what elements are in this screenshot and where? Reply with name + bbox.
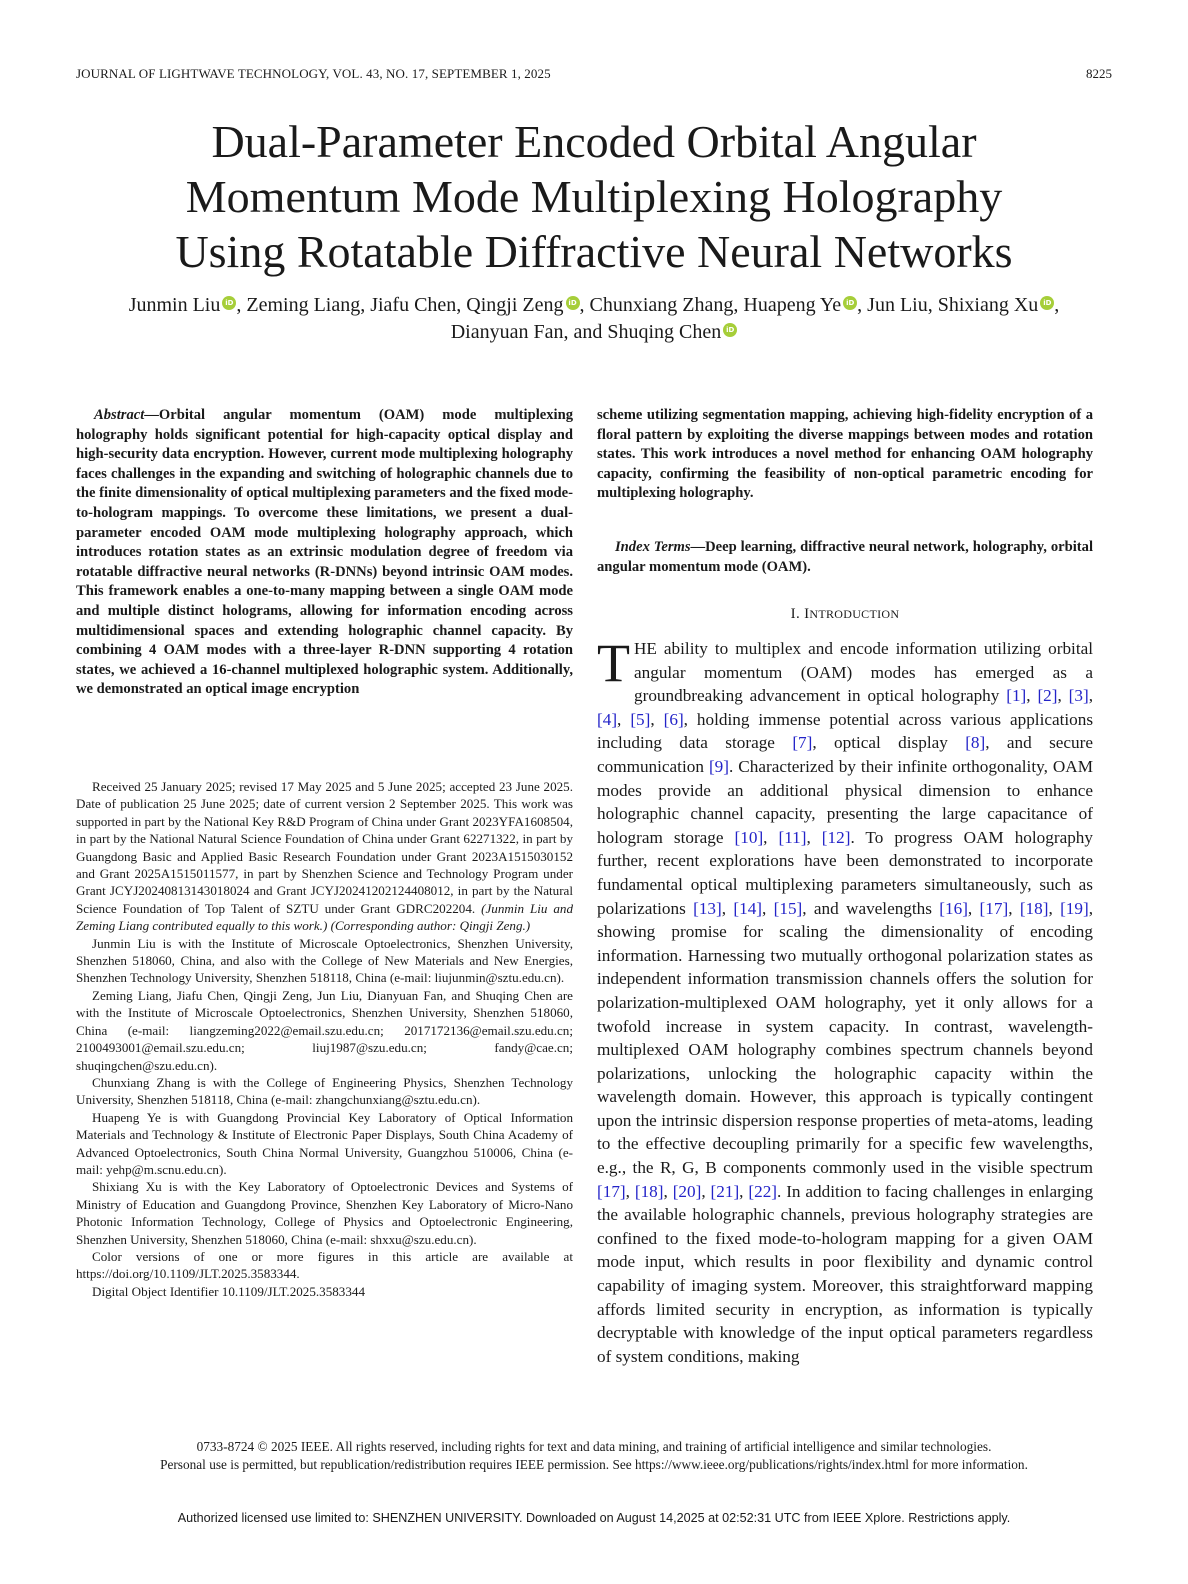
citation-link[interactable]: [4] — [597, 709, 618, 729]
footnote-affiliation: Zeming Liang, Jiafu Chen, Qingji Zeng, Jun Liu, Dianyuan Fan, and Shuqing Chen are with the Institute of Microscale Optoelectronics, Shenzhen University, Shenzhen 518060, China (e-mail: liangzeming2022@email.szu.edu.cn; 2017172136@email.szu.edu.cn; 2100493001@email.szu.edu.cn; liuj1987@szu.edu.cn; fandy@cae.cn; shuqingchen@szu.edu.cn). — [76, 987, 573, 1073]
sep: , — [1088, 686, 1094, 706]
sep: , — [1008, 898, 1020, 918]
citation-link[interactable]: [21] — [710, 1181, 740, 1201]
citation-link[interactable]: [7] — [792, 733, 813, 753]
introduction-body — [597, 633, 1094, 1368]
sep: , — [762, 898, 774, 918]
title-line: Using Rotatable Diffractive Neural Networks — [175, 226, 1013, 277]
copyright-line: Personal use is permitted, but republication/redistribution requires IEEE permission. See https://www.ieee.org/publications/rights/index.html for more information. — [160, 1457, 1028, 1472]
title-line: Dual-Parameter Encoded Orbital Angular — [211, 116, 977, 167]
body-text: . To progress OAM holography further, recent explorations have been demonstrated to incorporate fundamental optical multiplexing parameters simultaneously, such as polarizations — [597, 827, 1093, 918]
orcid-icon[interactable]: iD — [222, 296, 236, 310]
title-line: Momentum Mode Multiplexing Holography — [185, 171, 1003, 222]
citation-link[interactable]: [17] — [597, 1181, 626, 1201]
author-name: , Zeming Liang, Jiafu Chen, Qingji Zeng — [236, 294, 564, 316]
citation-link[interactable]: [8] — [965, 733, 986, 753]
sep: , — [650, 709, 664, 729]
citation-link[interactable]: [17] — [979, 898, 1009, 918]
body-text: , showing promise for scaling the dimensionality of encoding information. Harnessing two mutually orthogonal polarization states as independent information transmission channels offers the solution for polarization-multiplexed OAM holography, yet it only allows for a twofold increase in system capacity. In contrast, wavelength-multiplexed OAM holography combines spectrum channels beyond polarizations, unlocking the holographic capacity within the wavelength domain. However, this approach is typically contingent upon the intrinsic dispersion response properties of meta-atoms, leading to the effective decoupling primarily for a specific few wavelengths, e.g., the R, G, B components commonly used in the visible spectrum — [597, 898, 1094, 1178]
section-heading — [597, 606, 1093, 623]
orcid-icon[interactable]: iD — [566, 296, 580, 310]
citation-link[interactable]: [22] — [748, 1181, 778, 1201]
orcid-icon[interactable]: iD — [843, 296, 857, 310]
sep: , — [721, 898, 734, 918]
citation-link[interactable]: [11] — [778, 827, 807, 847]
footnote-affiliation: Chunxiang Zhang is with the College of Engineering Physics, Shenzhen Technology University, Shenzhen 518118, China (e-mail: zhangchunxiang@sztu.edu.cn). — [76, 1074, 573, 1108]
orcid-icon[interactable]: iD — [1040, 296, 1054, 310]
index-terms-text: —Deep learning, diffractive neural network, holography, orbital angular momentum mode (OAM). — [597, 539, 1094, 575]
sep: , — [763, 827, 779, 847]
section-number: I. — [790, 606, 805, 622]
body-text: , holding immense potential across various applications including data storage — [597, 709, 1094, 753]
footnote-affiliation: Huapeng Ye is with Guangdong Provincial Key Laboratory of Optical Information Materials and Technology & Institute of Electronic Paper Displays, South China Academy of Advanced Optoelectronics, South China Normal University, Guangzhou 510006, China (e-mail: yehp@m.scnu.edu.cn). — [76, 1109, 573, 1177]
footnote-doi: Digital Object Identifier 10.1109/JLT.2025.3583344 — [92, 1283, 365, 1299]
author-name: , Chunxiang Zhang, Huapeng Ye — [579, 294, 842, 316]
index-terms — [597, 538, 1093, 577]
paper-title — [60, 114, 1128, 279]
abstract-text: —Orbital angular momentum (OAM) mode multiplexing holography holds significant potential for high-capacity optical display and high-security data encryption. However, current mode multiplexing holography faces challenges in the expanding and switching of holographic channels due to the finite dimensionality of optical multiplexing parameters and the fixed mode-to-hologram mappings. To overcome these limitations, we present a dual-parameter encoded OAM mode multiplexing holography approach, which introduces rotation states as an extrinsic modulation degree of freedom via rotatable diffractive neural networks (R-DNNs) beyond intrinsic OAM modes. This framework enables a one-to-many mapping between a single OAM mode and multiple distinct holograms, allowing for information encoding across multidimensional spaces and extending holographic channel capacity. By combining 4 OAM modes with a three-layer R-DNN supporting 4 rotation states, we achieved a 16-channel multiplexed holographic system. Additionally, we demonstrated an optical image encryption — [76, 407, 573, 698]
sep: , — [625, 1181, 635, 1201]
citation-link[interactable]: [20] — [672, 1181, 702, 1201]
footnote-color: Color versions of one or more figures in this article are available at https://doi.org/10.1109/JLT.2025.3583344. — [76, 1248, 573, 1282]
sep: , — [806, 827, 822, 847]
citation-link[interactable]: [6] — [663, 709, 684, 729]
sep: , — [617, 709, 631, 729]
sep: , — [663, 1181, 673, 1201]
citation-link[interactable]: [13] — [693, 898, 722, 918]
author-name: Dianyuan Fan, and Shuqing Chen — [450, 321, 722, 343]
body-text: . In addition to facing challenges in enlarging the available holographic channels, previous holography strategies are confined to the fixed mode-to-hologram mapping for a given OAM mode input, which results in poor flexibility and dynamic control capability of imaging system. Moreover, this straightforward mapping affords limited security in encryption, as information is typically decryptable with knowledge of the input optical parameters regardless of system conditions, making — [597, 1181, 1094, 1366]
sep: , — [739, 1181, 749, 1201]
abstract-label: Abstract — [94, 407, 145, 423]
sep: , — [1048, 898, 1061, 918]
sep: , — [967, 898, 980, 918]
received-text: Received 25 January 2025; revised 17 May 2025 and 5 June 2025; accepted 23 June 2025. Date of publication 25 June 2025; date of current version 2 September 2025. This work was supported in part by the National Key R&D Program of China under Grant 2023YFA1608504, in part by the National Natural Science Foundation of China under Grant 62271322, in part by Guangdong Basic and Applied Basic Research Foundation under Grant 2023A1515030152 and Grant 2025A1515011577, in part by Shenzhen Science and Technology Program under Grant JCYJ20240813143018024 and Grant JCYJ20241202124408012, in part by the Natural Science Foundation of Top Talent of SZTU under Grant GDRC202204. — [76, 779, 573, 916]
body-text: . Characterized by their infinite orthogonality, OAM modes provide an additional physical dimension to enhance holographic channel capacity, presenting the large capacitance of hologram storage — [597, 756, 1093, 847]
citation-link[interactable]: [9] — [708, 756, 729, 776]
author-separator: , — [1054, 294, 1060, 316]
author-name: , Jun Liu, Shixiang Xu — [857, 294, 1039, 316]
citation-link[interactable]: [12] — [821, 827, 851, 847]
footnote-affiliation: Junmin Liu is with the Institute of Microscale Optoelectronics, Shenzhen University, Shenzhen 518060, China, and also with the College of New Materials and New Energies, Shenzhen Technology University, Shenzhen 518118, China (e-mail: liujunmin@sztu.edu.cn). — [76, 935, 573, 986]
copyright-notice — [60, 1438, 1128, 1474]
citation-link[interactable]: [14] — [733, 898, 763, 918]
drop-cap: T — [597, 633, 630, 693]
sep: , — [1057, 686, 1069, 706]
index-terms-label: Index Terms — [615, 539, 691, 555]
orcid-icon[interactable]: iD — [723, 323, 737, 337]
citation-link[interactable]: [19] — [1060, 898, 1089, 918]
author-list — [60, 292, 1128, 346]
author-line-2 — [60, 319, 1128, 346]
citation-link[interactable]: [18] — [634, 1181, 664, 1201]
license-watermark: Authorized licensed use limited to: SHENZHEN UNIVERSITY. Downloaded on August 14,2025 at 02:52:31 UTC from IEEE Xplore. Restrictions apply. — [177, 1511, 1011, 1525]
citation-link[interactable]: [18] — [1019, 898, 1049, 918]
abstract — [76, 406, 573, 700]
contribution-note: (Junmin Liu and Zeming Liang contributed equally to this work.) (Corresponding author: Qingji Zeng.) — [76, 900, 573, 934]
author-name: Junmin Liu — [128, 294, 221, 316]
section-title-initial: I — [804, 606, 810, 622]
footnote-affiliation: Shixiang Xu is with the Key Laboratory of Optoelectronic Devices and Systems of Ministry of Education and Guangdong Province, Shenzhen Key Laboratory of Micro-Nano Photonic Information Technology, College of Physics and Optoelectronic Engineering, Shenzhen University, Shenzhen 518060, China (e-mail: shxxu@szu.edu.cn). — [76, 1179, 573, 1247]
citation-link[interactable]: [2] — [1037, 686, 1058, 706]
citation-link[interactable]: [10] — [734, 827, 764, 847]
citation-link[interactable]: [1] — [1006, 686, 1027, 706]
body-text: , and wavelengths — [802, 898, 940, 918]
section-title-smallcaps: NTRODUCTION — [809, 607, 900, 621]
author-line-1 — [60, 292, 1128, 319]
copyright-line: 0733-8724 © 2025 IEEE. All rights reserved, including rights for text and data mining, and training of artificial intelligence and similar technologies. — [196, 1439, 992, 1454]
sep: , — [1026, 686, 1038, 706]
abstract-continued: scheme utilizing segmentation mapping, achieving high-fidelity encryption of a floral pattern by exploiting the diverse mappings between modes and rotation states. This work introduces a novel method for enhancing OAM holography capacity, confirming the feasibility of non-optical parametric encoding for multiplexing holography. — [597, 407, 1093, 502]
citation-link[interactable]: [3] — [1068, 686, 1089, 706]
footnote-received — [76, 778, 573, 935]
citation-link[interactable]: [5] — [630, 709, 651, 729]
sep: , — [701, 1181, 711, 1201]
citation-link[interactable]: [15] — [773, 898, 803, 918]
running-header-journal: JOURNAL OF LIGHTWAVE TECHNOLOGY, VOL. 43, NO. 17, SEPTEMBER 1, 2025 — [76, 66, 551, 81]
footnotes — [76, 778, 573, 1300]
body-text: HE ability to multiplex and encode information utilizing orbital angular momentum (OAM) modes has emerged as a groundbreaking advancement in optical holography — [634, 639, 1093, 706]
body-text: , optical display — [812, 733, 966, 753]
citation-link[interactable]: [16] — [939, 898, 968, 918]
page-number: 8225 — [1086, 66, 1112, 81]
body-text: , and secure communication — [597, 733, 1094, 776]
